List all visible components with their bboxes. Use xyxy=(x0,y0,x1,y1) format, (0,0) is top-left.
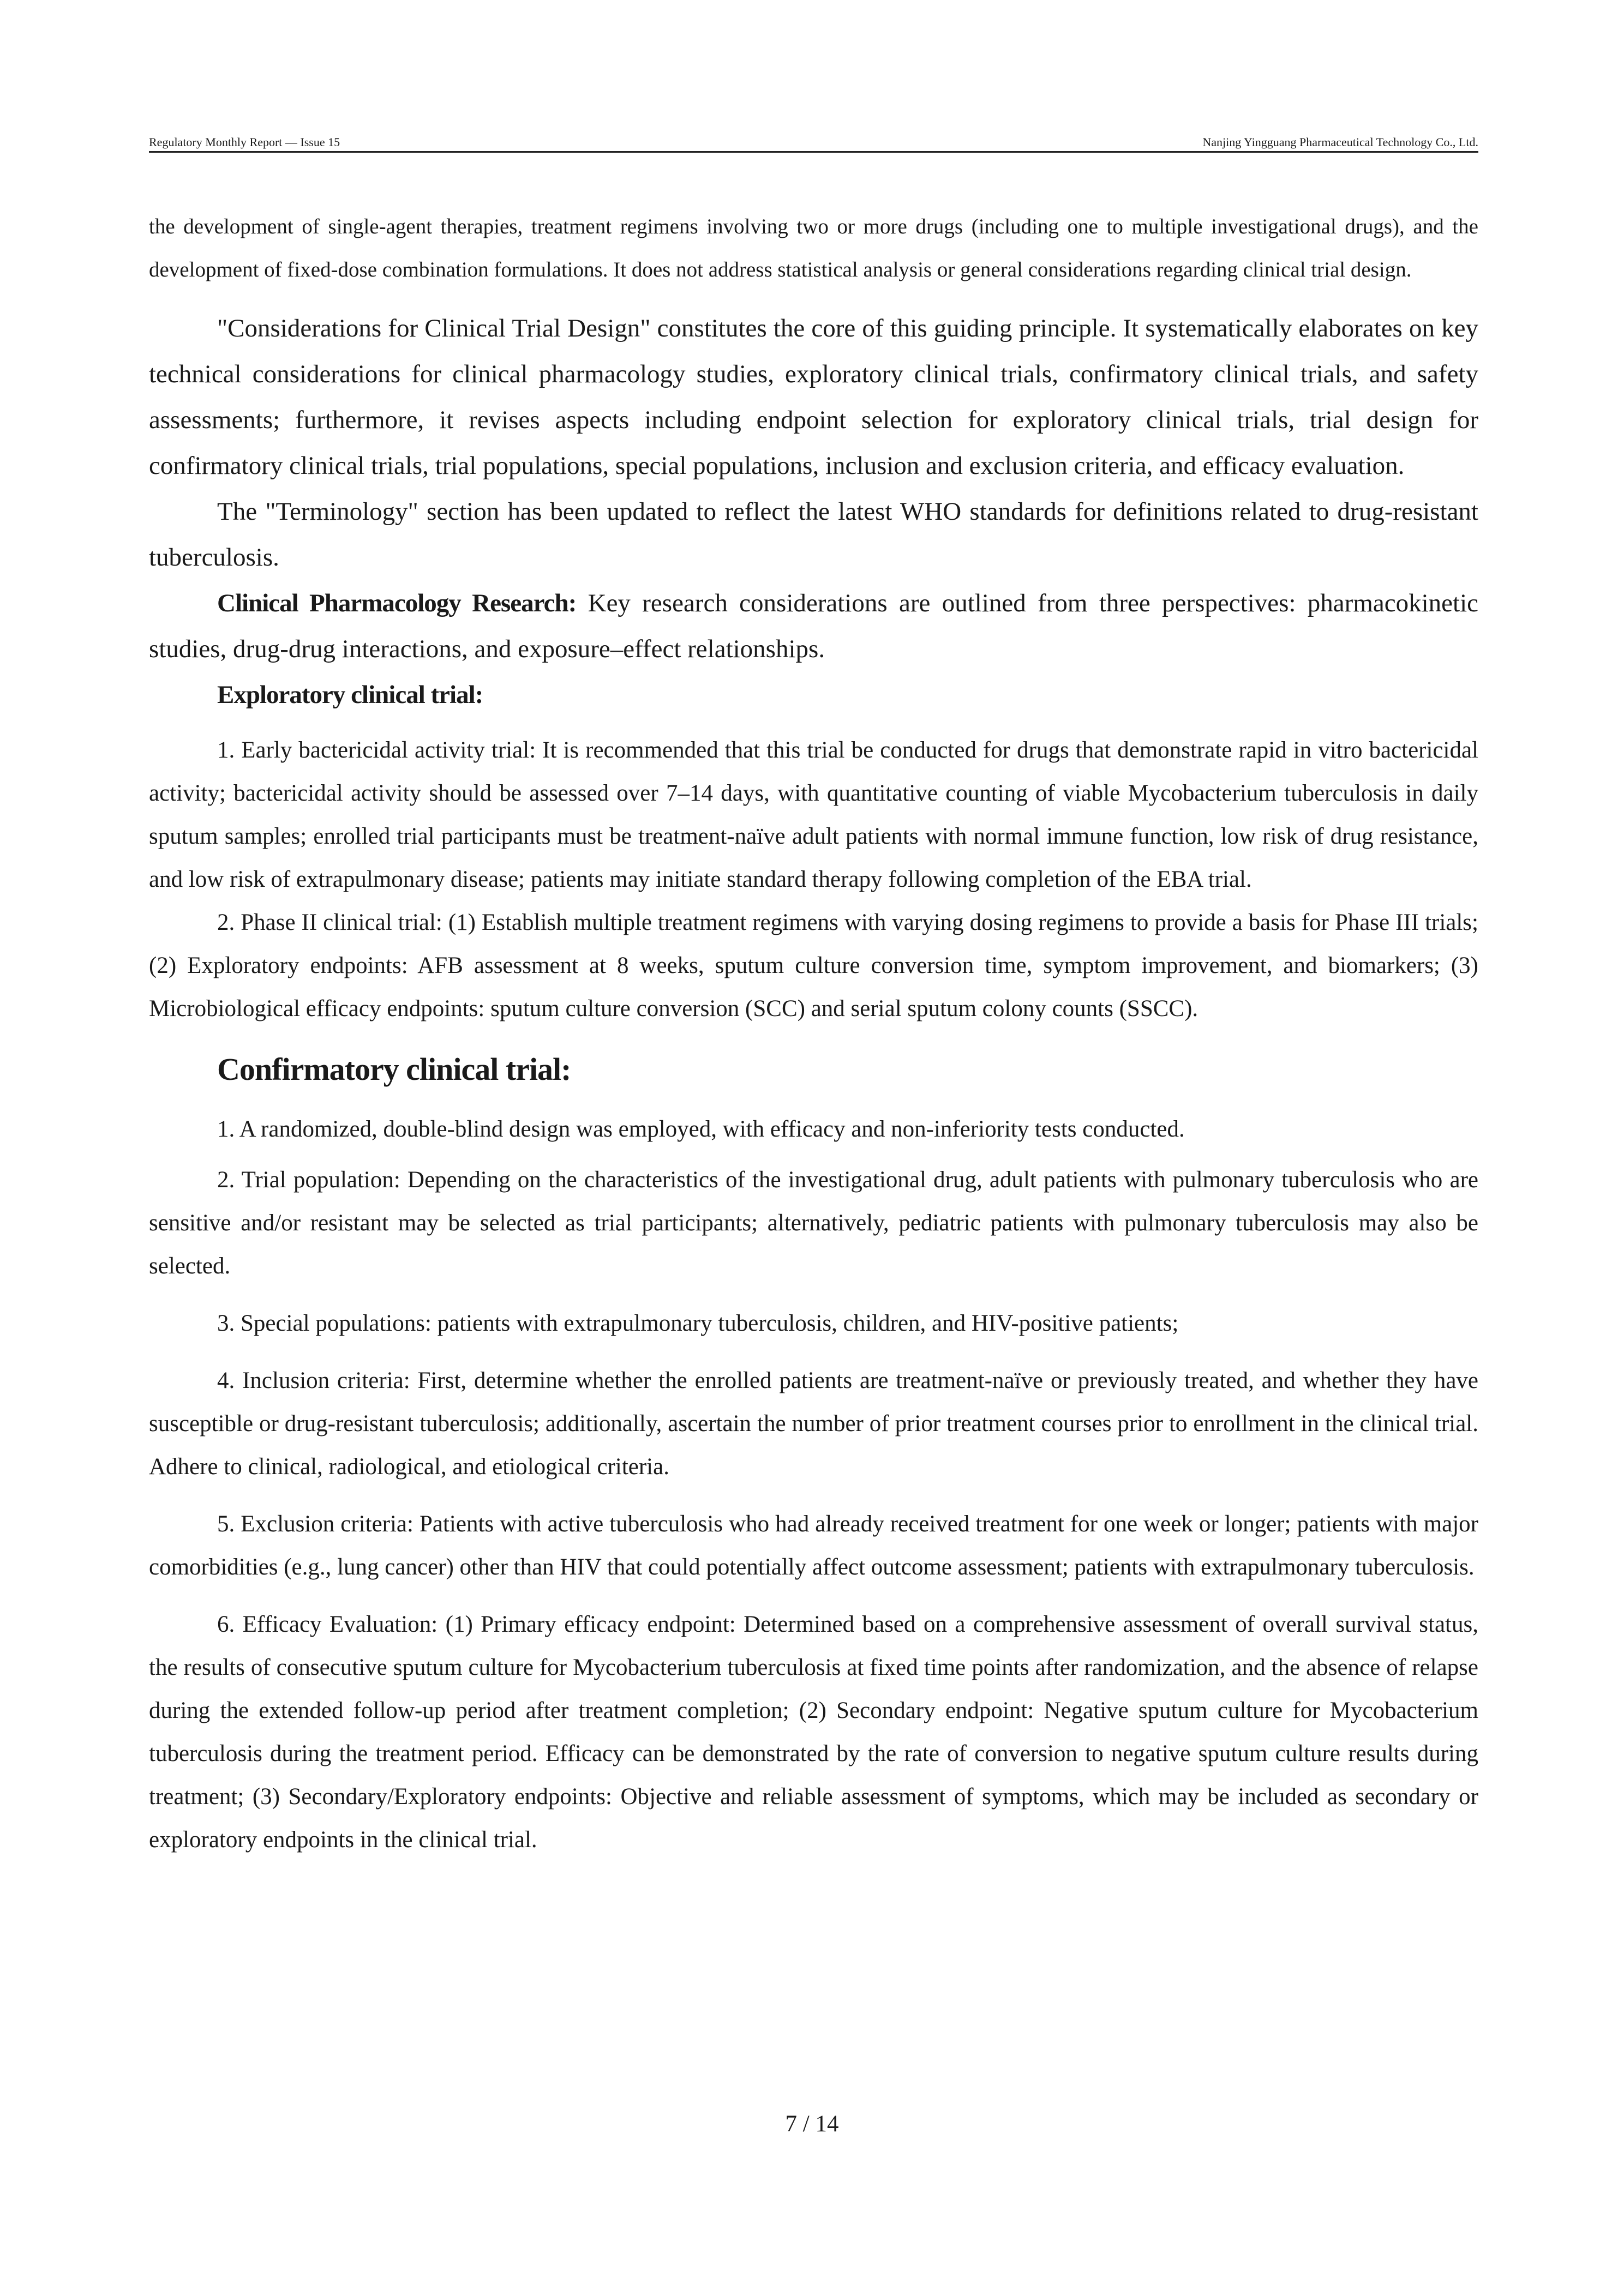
exploratory-item: 1. Early bactericidal activity trial: It is recommended that this trial be conducted for drugs that demonstrate rapid in vitro bactericidal activity; bactericidal activity should be assessed over 7–14 days, with quantitative counting of viable Mycobacterium tuberculosis in daily sputum samples; enrolled trial participants must be treatment-naïve adult patients with normal immune function, low risk of drug resistance, and low risk of extrapulmonary disease; patients may initiate standard therapy following completion of the EBA trial. xyxy=(149,737,1478,892)
confirmatory-item: 2. Trial population: Depending on the characteristics of the investigational drug, adult patients with pulmonary tuberculosis who are sensitive and/or resistant may be selected as trial participants; alternatively, pediatric patients with pulmonary tuberculosis may also be selected. xyxy=(149,1167,1478,1279)
confirmatory-item: 6. Efficacy Evaluation: (1) Primary efficacy endpoint: Determined based on a comprehensive assessment of overall survival status, the results of consecutive sputum culture for Mycobacterium tuberculosis at fixed time points after randomization, and the absence of relapse during the extended follow-up period after treatment completion; (2) Secondary endpoint: Negative sputum culture for Mycobacterium tuberculosis during the treatment period. Efficacy can be demonstrated by the rate of conversion to negative sputum culture results during treatment; (3) Secondary/Exploratory endpoints: Objective and reliable assessment of symptoms, which may be included as secondary or exploratory endpoints in the clinical trial. xyxy=(149,1612,1478,1853)
header-company-name: Nanjing Yingguang Pharmaceutical Technology Co., Ltd. xyxy=(1202,135,1478,149)
header-report-title: Regulatory Monthly Report — Issue 15 xyxy=(149,135,340,149)
clinical-pharmacology-text: Key research considerations are outlined from three perspectives: pharmacokinetic studies, drug-drug interactions, and exposure–effect relationships. xyxy=(149,589,1478,663)
page-header xyxy=(149,128,1478,149)
clinical-pharmacology-label: Clinical Pharmacology Research: xyxy=(217,589,577,617)
intro-paragraph: the development of single-agent therapies, treatment regimens involving two or more drugs (including one to multiple investigational drugs), and the development of fixed-dose combination formulations. It does not address statistical analysis or general considerations regarding clinical trial design. xyxy=(149,215,1478,281)
exploratory-heading: Exploratory clinical trial: xyxy=(217,681,483,709)
document-body xyxy=(149,205,1478,1861)
page-number: 7 / 14 xyxy=(785,2111,839,2137)
considerations-paragraph: "Considerations for Clinical Trial Design" constitutes the core of this guiding principle. It systematically elaborates on key technical considerations for clinical pharmacology studies, exploratory clinical trials, confirmatory clinical trials, and safety assessments; furthermore, it revises aspects including endpoint selection for exploratory clinical trials, trial design for confirmatory clinical trials, trial populations, special populations, inclusion and exclusion criteria, and efficacy evaluation. xyxy=(149,314,1478,480)
terminology-paragraph: The "Terminology" section has been updated to reflect the latest WHO standards for definitions related to drug-resistant tuberculosis. xyxy=(149,497,1478,572)
confirmatory-item: 5. Exclusion criteria: Patients with active tuberculosis who had already received treatment for one week or longer; patients with major comorbidities (e.g., lung cancer) other than HIV that could potentially affect outcome assessment; patients with extrapulmonary tuberculosis. xyxy=(149,1511,1478,1580)
clinical-pharmacology-paragraph xyxy=(149,580,1478,672)
confirmatory-item: 4. Inclusion criteria: First, determine whether the enrolled patients are treatment-naïve or previously treated, and whether they have susceptible or drug-resistant tuberculosis; additionally, ascertain the number of prior treatment courses prior to enrollment in the clinical trial. Adhere to clinical, radiological, and etiological criteria. xyxy=(149,1368,1478,1480)
header-divider xyxy=(149,151,1478,153)
confirmatory-heading: Confirmatory clinical trial: xyxy=(217,1051,571,1087)
confirmatory-item: 3. Special populations: patients with extrapulmonary tuberculosis, children, and HIV-positive patients; xyxy=(217,1311,1179,1336)
exploratory-item: 2. Phase II clinical trial: (1) Establish multiple treatment regimens with varying dosing regimens to provide a basis for Phase III trials; (2) Exploratory endpoints: AFB assessment at 8 weeks, sputum culture conversion time, symptom improvement, and biomarkers; (3) Microbiological efficacy endpoints: sputum culture conversion (SCC) and serial sputum colony counts (SSCC). xyxy=(149,910,1478,1021)
confirmatory-item: 1. A randomized, double-blind design was employed, with efficacy and non-inferiority tests conducted. xyxy=(217,1116,1185,1142)
